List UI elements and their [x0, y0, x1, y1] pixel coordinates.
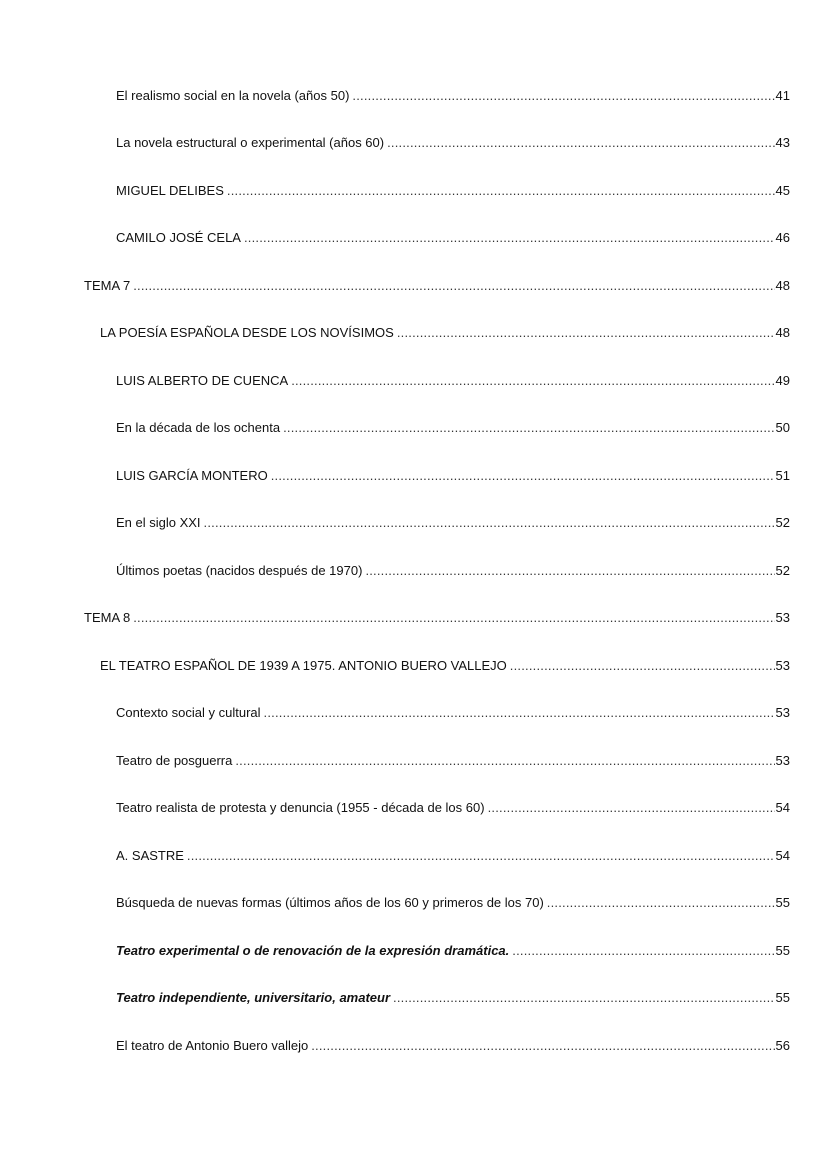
- toc-entry[interactable]: [84, 276, 790, 296]
- toc-dot-leader: [510, 656, 775, 676]
- toc-dot-leader: [512, 941, 774, 961]
- toc-entry-page: 41: [775, 88, 790, 103]
- toc-dot-leader: [271, 466, 775, 486]
- toc-entry-title: TEMA 8: [84, 610, 131, 625]
- toc-dot-leader: [235, 751, 774, 771]
- toc-dot-leader: [397, 323, 775, 343]
- toc-entry-page: 53: [775, 610, 790, 625]
- toc-entry[interactable]: [116, 798, 790, 818]
- toc-entry-page: 48: [775, 278, 790, 293]
- toc-entry[interactable]: [116, 371, 790, 391]
- toc-entry-page: 52: [775, 515, 790, 530]
- toc-dot-leader: [393, 988, 775, 1008]
- toc-entry[interactable]: [116, 181, 790, 201]
- toc-entry-title: Teatro independiente, universitario, amateur: [116, 990, 391, 1005]
- toc-entry[interactable]: [116, 466, 790, 486]
- toc-dot-leader: [133, 608, 774, 628]
- toc-entry[interactable]: [116, 988, 790, 1008]
- toc-entry-title: Contexto social y cultural: [116, 705, 261, 720]
- toc-entry-title: Teatro de posguerra: [116, 753, 233, 768]
- toc-entry[interactable]: [116, 1036, 790, 1056]
- toc-entry[interactable]: [116, 86, 790, 106]
- toc-dot-leader: [547, 893, 775, 913]
- toc-dot-leader: [227, 181, 775, 201]
- toc-entry-page: 45: [775, 183, 790, 198]
- toc-dot-leader: [264, 703, 775, 723]
- toc-entry[interactable]: [100, 656, 790, 676]
- toc-dot-leader: [311, 1036, 774, 1056]
- toc-dot-leader: [204, 513, 775, 533]
- toc-entry-title: El teatro de Antonio Buero vallejo: [116, 1038, 309, 1053]
- toc-entry-page: 46: [775, 230, 790, 245]
- toc-entry-title: A. SASTRE: [116, 848, 184, 863]
- toc-entry[interactable]: [116, 228, 790, 248]
- toc-entry-page: 55: [775, 990, 790, 1005]
- toc-entry[interactable]: [116, 751, 790, 771]
- toc-entry-title: La novela estructural o experimental (años 60): [116, 135, 385, 150]
- toc-entry-page: 55: [775, 895, 790, 910]
- toc-entry[interactable]: [116, 513, 790, 533]
- toc-entry-title: LUIS ALBERTO DE CUENCA: [116, 373, 289, 388]
- toc-dot-leader: [291, 371, 774, 391]
- toc-entry-title: Búsqueda de nuevas formas (últimos años de los 60 y primeros de los 70): [116, 895, 544, 910]
- toc-entry-title: Teatro experimental o de renovación de la expresión dramática.: [116, 943, 510, 958]
- toc-entry-title: Últimos poetas (nacidos después de 1970): [116, 563, 363, 578]
- toc-entry-title: LA POESÍA ESPAÑOLA DESDE LOS NOVÍSIMOS: [100, 325, 394, 340]
- toc-entry-page: 51: [775, 468, 790, 483]
- toc-dot-leader: [244, 228, 775, 248]
- toc-entry-page: 49: [775, 373, 790, 388]
- toc-entry[interactable]: [84, 608, 790, 628]
- toc-entry[interactable]: [116, 703, 790, 723]
- toc-entry-title: En el siglo XXI: [116, 515, 201, 530]
- toc-dot-leader: [488, 798, 775, 818]
- toc-entry-page: 50: [775, 420, 790, 435]
- toc-entry-title: TEMA 7: [84, 278, 131, 293]
- toc-entry-page: 48: [775, 325, 790, 340]
- toc-dot-leader: [352, 86, 774, 106]
- toc-dot-leader: [365, 561, 774, 581]
- toc-entry[interactable]: [116, 846, 790, 866]
- toc-entry-page: 53: [775, 753, 790, 768]
- toc-entry[interactable]: [100, 323, 790, 343]
- toc-entry-title: CAMILO JOSÉ CELA: [116, 230, 241, 245]
- toc-entry[interactable]: [116, 893, 790, 913]
- toc-dot-leader: [187, 846, 775, 866]
- toc-entry-title: El realismo social en la novela (años 50): [116, 88, 350, 103]
- toc-entry-title: MIGUEL DELIBES: [116, 183, 224, 198]
- toc-entry-title: EL TEATRO ESPAÑOL DE 1939 A 1975. ANTONIO BUERO VALLEJO: [100, 658, 507, 673]
- toc-entry-page: 52: [775, 563, 790, 578]
- toc-dot-leader: [133, 276, 774, 296]
- toc-dot-leader: [283, 418, 774, 438]
- toc-entry-title: Teatro realista de protesta y denuncia (1955 - década de los 60): [116, 800, 485, 815]
- toc-entry-page: 43: [775, 135, 790, 150]
- toc-entry-title: En la década de los ochenta: [116, 420, 281, 435]
- toc-entry-page: 53: [775, 658, 790, 673]
- toc-entry[interactable]: [116, 418, 790, 438]
- toc-entry-page: 55: [775, 943, 790, 958]
- toc-entry-page: 54: [775, 800, 790, 815]
- toc-entry-page: 53: [775, 705, 790, 720]
- toc-entry-page: 56: [775, 1038, 790, 1053]
- toc-entry[interactable]: [116, 133, 790, 153]
- toc-entry-title: LUIS GARCÍA MONTERO: [116, 468, 268, 483]
- toc-entry[interactable]: [116, 561, 790, 581]
- toc-entry[interactable]: [116, 941, 790, 961]
- toc-dot-leader: [387, 133, 774, 153]
- toc-entry-page: 54: [775, 848, 790, 863]
